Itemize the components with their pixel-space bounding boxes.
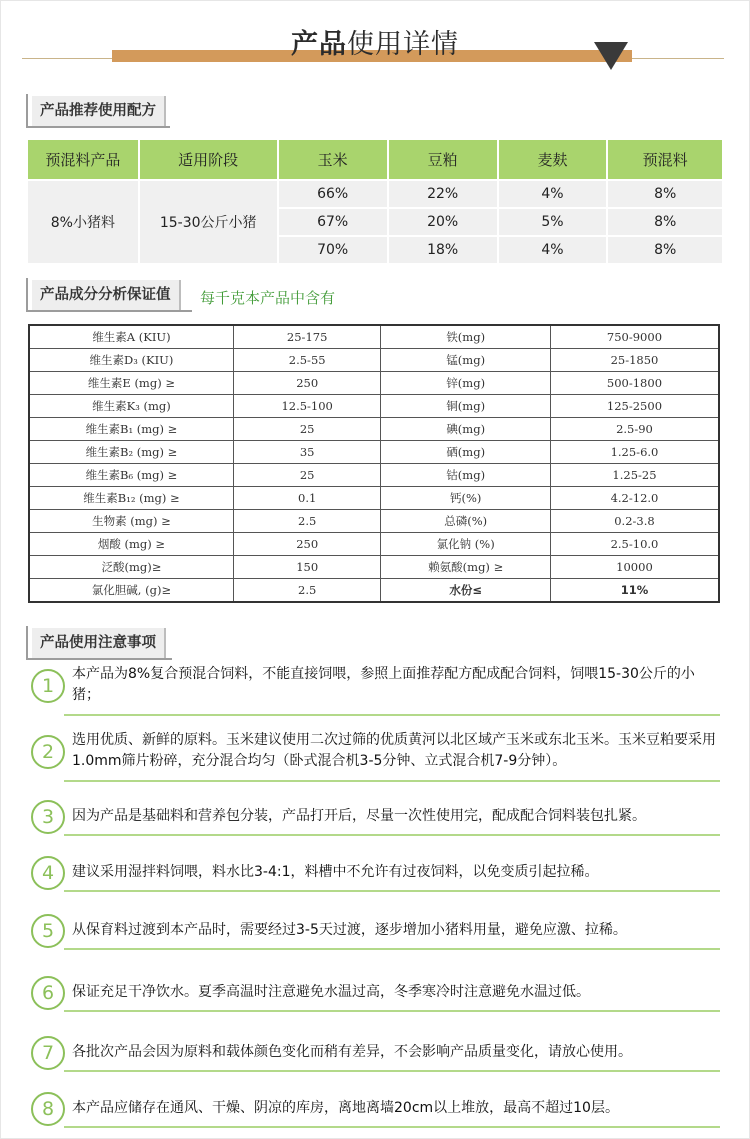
table-cell: 锌(mg) xyxy=(381,372,550,395)
table-cell: 维生素B₆ (mg) ≥ xyxy=(29,464,233,487)
number-circle-icon: 4 xyxy=(31,856,65,890)
table-cell: 20% xyxy=(389,207,499,235)
table-cell: 2.5-90 xyxy=(550,418,719,441)
table-cell: 氯化胆碱, (g)≥ xyxy=(29,579,233,603)
table-cell: 锰(mg) xyxy=(381,349,550,372)
note-text: 本产品为8%复合预混合饲料，不能直接饲喂，参照上面推荐配方配成配合饲料，饲喂15-30公斤的小猪； xyxy=(72,666,695,703)
table-cell: 2.5-10.0 xyxy=(550,533,719,556)
triangle-down-icon xyxy=(594,42,628,70)
table-cell: 维生素E (mg) ≥ xyxy=(29,372,233,395)
number-circle-icon: 2 xyxy=(31,735,65,769)
table-cell: 烟酸 (mg) ≥ xyxy=(29,533,233,556)
number-circle-icon: 3 xyxy=(31,800,65,834)
section-title: 产品成分分析保证值 xyxy=(32,280,181,310)
table-row xyxy=(29,395,719,418)
table-cell: 2.5-55 xyxy=(233,349,381,372)
table-cell: 8% xyxy=(608,207,722,235)
list-item xyxy=(28,800,720,840)
note-underline xyxy=(64,780,720,782)
table-row xyxy=(29,556,719,579)
table-cell: 铁(mg) xyxy=(381,325,550,349)
page-title: 产品使用详情 xyxy=(291,29,459,60)
col-header: 麦麸 xyxy=(499,140,609,179)
table-cell: 25-175 xyxy=(233,325,381,349)
number-circle-icon: 6 xyxy=(31,976,65,1010)
table-cell: 维生素B₂ (mg) ≥ xyxy=(29,441,233,464)
table-cell: 8% xyxy=(608,235,722,263)
table-cell: 维生素D₃ (KIU) xyxy=(29,349,233,372)
section-formula-header xyxy=(26,94,170,128)
list-item xyxy=(28,1092,720,1132)
table-row xyxy=(29,533,719,556)
section-title: 产品推荐使用配方 xyxy=(32,96,166,126)
note-underline xyxy=(64,890,720,892)
stage-cell: 15-30公斤小猪 xyxy=(140,179,279,263)
table-cell: 67% xyxy=(279,207,389,235)
number-circle-icon: 5 xyxy=(31,914,65,948)
table-cell: 250 xyxy=(233,533,381,556)
table-cell: 25-1850 xyxy=(550,349,719,372)
table-cell: 4% xyxy=(499,235,609,263)
table-cell: 18% xyxy=(389,235,499,263)
note-underline xyxy=(64,1126,720,1128)
table-cell: 维生素B₁ (mg) ≥ xyxy=(29,418,233,441)
note-underline xyxy=(64,948,720,950)
table-cell: 1.25-25 xyxy=(550,464,719,487)
number-circle-icon: 1 xyxy=(31,669,65,703)
table-cell: 70% xyxy=(279,235,389,263)
note-text: 各批次产品会因为原料和载体颜色变化而稍有差异，不会影响产品质量变化，请放心使用。 xyxy=(72,1044,632,1060)
table-cell: 150 xyxy=(233,556,381,579)
table-cell: 4.2-12.0 xyxy=(550,487,719,510)
table-row xyxy=(29,325,719,349)
table-cell: 维生素B₁₂ (mg) ≥ xyxy=(29,487,233,510)
table-cell: 8% xyxy=(608,179,722,207)
table-cell: 0.2-3.8 xyxy=(550,510,719,533)
note-text: 本产品应储存在通风、干燥、阴凉的库房，离地离墙20cm以上堆放，最高不超过10层。 xyxy=(72,1100,619,1116)
col-header: 适用阶段 xyxy=(140,140,279,179)
table-cell: 铜(mg) xyxy=(381,395,550,418)
list-item xyxy=(28,664,720,720)
table-cell: 4% xyxy=(499,179,609,207)
table-cell: 水份≤ xyxy=(381,579,550,603)
table-cell: 66% xyxy=(279,179,389,207)
col-header: 预混料产品 xyxy=(28,140,140,179)
table-row xyxy=(29,441,719,464)
table-cell: 总磷(%) xyxy=(381,510,550,533)
note-text: 建议采用湿拌料饲喂，料水比3-4:1，料槽中不允许有过夜饲料，以免变质引起拉稀。 xyxy=(72,864,599,880)
table-cell: 25 xyxy=(233,418,381,441)
table-cell: 12.5-100 xyxy=(233,395,381,418)
table-cell: 125-2500 xyxy=(550,395,719,418)
formula-table xyxy=(28,140,722,263)
table-cell: 钴(mg) xyxy=(381,464,550,487)
table-cell: 钙(%) xyxy=(381,487,550,510)
table-cell: 维生素A (KIU) xyxy=(29,325,233,349)
table-cell: 赖氨酸(mg) ≥ xyxy=(381,556,550,579)
note-text: 保证充足干净饮水。夏季高温时注意避免水温过高，冬季寒冷时注意避免水温过低。 xyxy=(72,984,590,1000)
list-item xyxy=(28,730,720,786)
table-cell: 25 xyxy=(233,464,381,487)
table-row xyxy=(29,487,719,510)
note-text: 从保育料过渡到本产品时，需要经过3-5天过渡，逐步增加小猪料用量，避免应激、拉稀。 xyxy=(72,922,627,938)
table-cell: 碘(mg) xyxy=(381,418,550,441)
table-cell: 22% xyxy=(389,179,499,207)
table-cell: 5% xyxy=(499,207,609,235)
col-header: 豆粕 xyxy=(389,140,499,179)
table-cell: 500-1800 xyxy=(550,372,719,395)
note-underline xyxy=(64,714,720,716)
product-cell: 8%小猪料 xyxy=(28,179,140,263)
section-analysis-header xyxy=(26,278,192,312)
table-row xyxy=(29,418,719,441)
table-row xyxy=(29,579,719,603)
note-underline xyxy=(64,1070,720,1072)
list-item xyxy=(28,976,720,1016)
table-row xyxy=(29,349,719,372)
table-cell: 2.5 xyxy=(233,510,381,533)
note-text: 选用优质、新鲜的原料。玉米建议使用二次过筛的优质黄河以北区域产玉米或东北玉米。玉米豆粕要采用1.0mm筛片粉碎，充分混合均匀（卧式混合机3-5分钟、立式混合机7-9分钟）。 xyxy=(72,732,716,769)
table-row xyxy=(29,510,719,533)
table-cell: 35 xyxy=(233,441,381,464)
section-note: 每千克本产品中含有 xyxy=(200,289,336,307)
analysis-table xyxy=(28,324,720,603)
number-circle-icon: 7 xyxy=(31,1036,65,1070)
note-text: 因为产品是基础料和营养包分装，产品打开后，尽量一次性使用完，配成配合饲料装包扎紧。 xyxy=(72,808,646,824)
table-cell: 生物素 (mg) ≥ xyxy=(29,510,233,533)
table-cell: 氯化钠 (%) xyxy=(381,533,550,556)
section-notes-header xyxy=(26,626,172,660)
table-row xyxy=(29,464,719,487)
table-cell: 泛酸(mg)≥ xyxy=(29,556,233,579)
list-item xyxy=(28,856,720,896)
col-header: 预混料 xyxy=(608,140,722,179)
table-cell: 10000 xyxy=(550,556,719,579)
col-header: 玉米 xyxy=(279,140,389,179)
table-cell: 2.5 xyxy=(233,579,381,603)
table-cell: 维生素K₃ (mg) xyxy=(29,395,233,418)
table-cell: 硒(mg) xyxy=(381,441,550,464)
list-item xyxy=(28,1036,720,1076)
note-underline xyxy=(64,834,720,836)
table-cell: 750-9000 xyxy=(550,325,719,349)
table-cell: 250 xyxy=(233,372,381,395)
table-row xyxy=(29,372,719,395)
note-underline xyxy=(64,1010,720,1012)
table-cell: 1.25-6.0 xyxy=(550,441,719,464)
number-circle-icon: 8 xyxy=(31,1092,65,1126)
section-title: 产品使用注意事项 xyxy=(32,628,166,658)
table-cell: 11% xyxy=(550,579,719,603)
table-cell: 0.1 xyxy=(233,487,381,510)
list-item xyxy=(28,914,720,954)
